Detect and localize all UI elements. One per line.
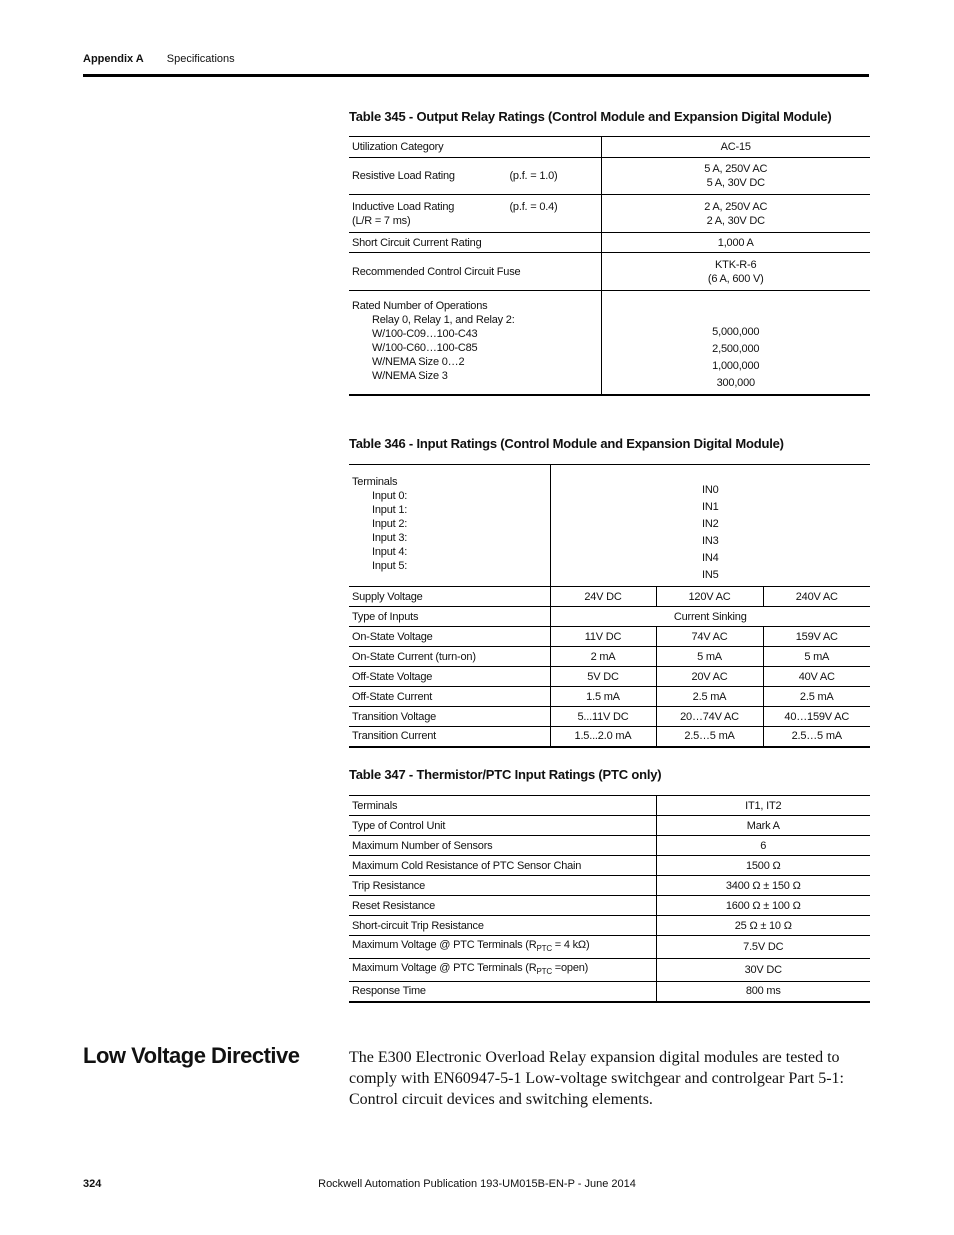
table-347 [349,795,870,1003]
section-title: Low Voltage Directive [83,1043,300,1068]
table-row [349,291,870,395]
table-row: Off-State Voltage 5V DC 20V AC 40V AC [349,667,870,687]
table-row: Supply Voltage 24V DC 120V AC 240V AC [349,587,870,607]
row-value: 1,000 A [601,233,870,253]
table-347-caption: Table 347 - Thermistor/PTC Input Ratings (PTC only) [349,767,662,782]
table-row: Off-State Current 1.5 mA 2.5 mA 2.5 mA [349,687,870,707]
table-row: Type of Inputs Current Sinking [349,607,870,627]
table-row [349,465,870,587]
table-row: Maximum Voltage @ PTC Terminals ($R_{PTC}$ =open) 30V DC [349,959,870,982]
row-label: Short Circuit Current Rating [349,233,601,253]
header-rule [83,74,869,77]
table-row [349,253,870,291]
section-label: Specifications [166,53,235,65]
row-label: Resistive Load Rating (p.f. = 1.0) [349,158,601,195]
table-row: Short-circuit Trip Resistance 25 Ω ± 10 Ω [349,916,870,936]
table-row: On-State Current (turn-on) 2 mA 5 mA 5 mA [349,647,870,667]
row-label: Rated Number of Operations Relay 0, Relay 1, and Relay 2: W/100-C09…100-C43 W/100-C60…100-C85 W/NEMA Size 0…2 W/NEMA Size 3 [349,291,601,395]
table-row: On-State Voltage 11V DC 74V AC 159V AC [349,627,870,647]
row-label: Recommended Control Circuit Fuse [349,253,601,291]
table-row: Type of Control Unit Mark A [349,816,870,836]
table-row: Trip Resistance 3400 Ω ± 150 Ω [349,876,870,896]
table-row: Maximum Number of Sensors 6 [349,836,870,856]
publication-footer: Rockwell Automation Publication 193-UM015B-EN-P - June 2014 [318,1178,636,1190]
table-346-caption: Table 346 - Input Ratings (Control Module and Expansion Digital Module) [349,436,784,451]
table-row [349,158,870,195]
table-row: Response Time 800 ms [349,982,870,1002]
page-number: 324 [83,1178,102,1190]
table-row [349,195,870,233]
table-row: Transition Voltage 5...11V DC 20…74V AC 40…159V AC [349,707,870,727]
table-345-caption: Table 345 - Output Relay Ratings (Control Module and Expansion Digital Module) [349,109,832,124]
row-value: IN0 IN1 IN2 IN3 IN4 IN5 [550,465,870,587]
table-row: Maximum Cold Resistance of PTC Sensor Chain 1500 Ω [349,856,870,876]
row-value: 2 A, 250V AC 2 A, 30V DC [601,195,870,233]
row-value: 5,000,000 2,500,000 1,000,000 300,000 [601,291,870,395]
table-row [349,233,870,253]
running-header [83,53,235,65]
table-row [349,137,870,158]
table-row: Terminals IT1, IT2 [349,796,870,816]
row-value: 5 A, 250V AC 5 A, 30V DC [601,158,870,195]
section-body: The E300 Electronic Overload Relay expansion digital modules are tested to comply with EN60947-5-1 Low-voltage switchgear and controlgear Part 5-1: Control circuit devices and switching elements. [349,1049,844,1108]
appendix-label: Appendix A [83,53,144,65]
row-label: Inductive Load Rating (p.f. = 0.4) (L/R = 7 ms) [349,195,601,233]
row-value: KTK-R-6 (6 A, 600 V) [601,253,870,291]
table-row: Maximum Voltage @ PTC Terminals ($R_{PTC} = 4$ kΩ) 7.5V DC [349,936,870,959]
row-label: Utilization Category [352,141,444,153]
row-value: AC-15 [601,137,870,158]
table-345 [349,136,870,396]
table-row: Reset Resistance 1600 Ω ± 100 Ω [349,896,870,916]
table-346 [349,464,870,748]
table-row: Transition Current 1.5...2.0 mA 2.5…5 mA 2.5…5 mA [349,727,870,747]
row-label: Terminals Input 0: Input 1: Input 2: Input 3: Input 4: Input 5: [352,476,408,572]
